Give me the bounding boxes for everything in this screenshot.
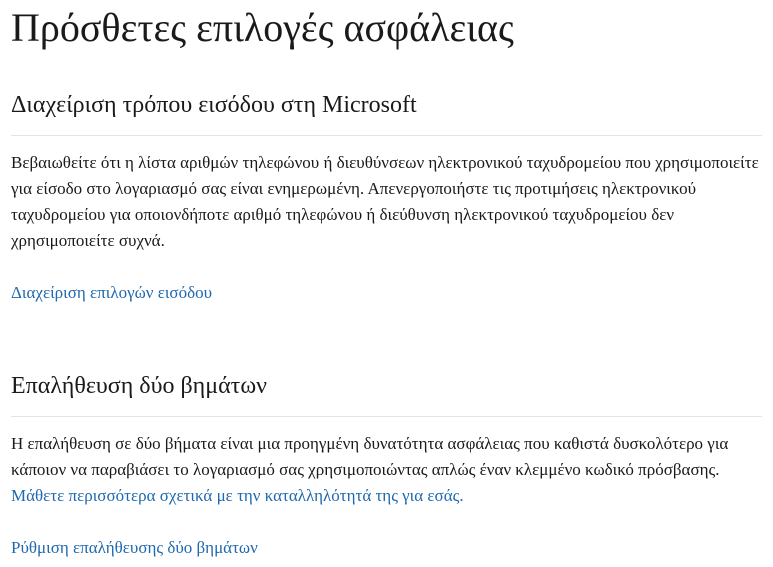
sign-in-divider (11, 135, 762, 136)
sign-in-section (11, 90, 762, 305)
learn-more-link[interactable]: Μάθετε περισσότερα σχετικά με την καταλληλότητά της για εσάς. (11, 486, 464, 505)
manage-sign-in-options-link[interactable]: Διαχείριση επιλογών εισόδου (11, 283, 213, 302)
two-step-divider (11, 416, 762, 417)
two-step-description: Η επαλήθευση σε δύο βήματα είναι μια προηγμένη δυνατότητα ασφάλειας που καθιστά δυσκολότερο για κάποιον να παραβιάσει το λογαριασμό σας χρησιμοποιώντας απλώς έναν κλεμμένο κωδικό πρόσβασης. (11, 434, 729, 479)
sign-in-description: Βεβαιωθείτε ότι η λίστα αριθμών τηλεφώνου ή διευθύνσεων ηλεκτρονικού ταχυδρομείου που χρησιμοποιείτε για είσοδο στο λογαριασμό σας είναι ενημερωμένη. Απενεργοποιήστε τις προτιμήσεις ηλεκτρονικού ταχυδρομείου για οποιονδήποτε αριθμό τηλεφώνου ή διεύθυνση ηλεκτρονικού ταχυδρομείου δεν χρησιμοποιείτε συχνά. (11, 153, 759, 250)
two-step-section (11, 371, 762, 560)
set-up-two-step-link[interactable]: Ρύθμιση επαλήθευσης δύο βημάτων (11, 538, 258, 557)
page-title: Πρόσθετες επιλογές ασφάλειας (11, 5, 514, 50)
two-step-heading: Επαλήθευση δύο βημάτων (11, 373, 267, 399)
sign-in-heading: Διαχείριση τρόπου εισόδου στη Microsoft (11, 92, 417, 118)
two-step-description-paragraph (11, 431, 762, 509)
